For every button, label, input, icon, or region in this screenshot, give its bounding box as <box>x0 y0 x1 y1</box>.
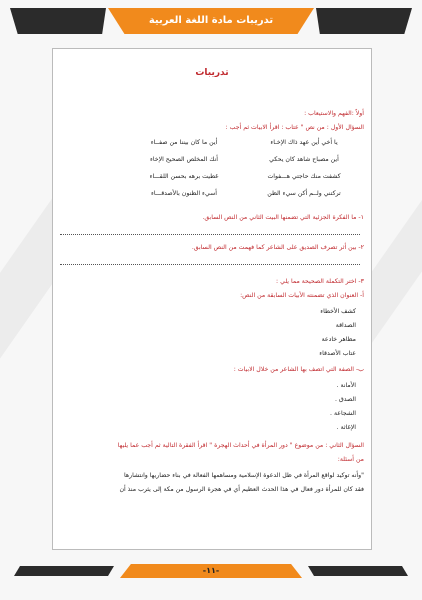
poem-verse <box>64 156 364 163</box>
option-a[interactable]: الصداقة <box>335 322 356 329</box>
page-number: -١١- <box>202 566 220 575</box>
option-b[interactable]: الإغاثة . <box>336 424 356 431</box>
header-decoration-right <box>316 8 412 34</box>
page-header <box>0 0 422 44</box>
option-a[interactable]: كشف الأخطاء <box>320 308 356 315</box>
option-b[interactable]: الصدق . <box>335 396 356 403</box>
verse-second-half: أين ما كان بيننا من صفــاء <box>150 139 218 146</box>
question-1-3-b: ب- الصفة التي اتصف بها الشاعر من خلال الابيات : <box>233 366 364 373</box>
question-1-3: ٣- اختر التكملة الصحيحة مما يلي : <box>276 278 364 285</box>
passage-line: فقد كان للمرأة دور فعال في هذا الحدث العظيم أي في هجرة الرسول من مكة إلى يثرب منذ أن <box>119 486 364 493</box>
footer-decoration-left <box>14 566 114 576</box>
option-a[interactable]: عتاب الأصدقاء <box>319 350 356 357</box>
verse-first-half: أين مصباح شاهد كان يحكي <box>269 156 339 163</box>
verse-second-half: أسيء الظنون بالأصدقـــاء <box>150 190 218 197</box>
verse-second-half: غطيت برهه بحسن اللقـــاء <box>149 173 219 180</box>
page-footer <box>0 556 422 586</box>
footer-decoration-right <box>308 566 408 576</box>
answer-line[interactable] <box>60 264 360 265</box>
question-1-intro: السؤال الأول : من نص " عتاب : اقرأ الابيات ثم أجب : <box>225 124 364 131</box>
option-b[interactable]: الشجاعة . <box>330 410 356 417</box>
question-1-1: ١- ما الفكرة الجزئية التي تضمنها البيت الثاني من النص السابق. <box>202 214 364 221</box>
poem-verse <box>64 173 364 180</box>
verse-first-half: تركتني ولــم أكن سيء الظن <box>267 190 341 197</box>
header-decoration-left <box>10 8 106 34</box>
question-1-3-a: أ- العنوان الذي تضمنته الأبيات السابقة من النص: <box>240 292 364 299</box>
poem-verse <box>64 190 364 197</box>
passage-line: "وأنه توكيد لواقع المرأة في ظل الدعوة الإسلامية ومساهمها الفعالة في بناء حضاريها وانتشارها <box>123 472 364 479</box>
question-1-2: ٢- بين أثر تصرف الصديق على الشاعر كما فهمت من النص السابق. <box>191 244 364 251</box>
verse-second-half: أنك المخلص الصحيح الإخاء <box>149 156 219 163</box>
header-title: تدريبات مادة اللغة العربية <box>148 15 274 26</box>
option-a[interactable]: مظاهر خادعة <box>321 336 356 343</box>
question-2-intro: السؤال الثاني : من موضوع " دور المرأة في أحداث الهجرة " اقرأ الفقرة التالية ثم أجب عما يليها <box>117 442 364 449</box>
verse-first-half: كشفت منك حاجتي هـــفوات <box>267 173 341 180</box>
question-2-intro-cont: من أسئلة: <box>337 456 364 463</box>
poem-verse <box>64 139 364 146</box>
section-heading: أولاً :الفهم والاستيعاب : <box>304 110 364 117</box>
answer-line[interactable] <box>60 234 360 235</box>
option-b[interactable]: الأمانة . <box>336 382 356 389</box>
document-title: تدريبات <box>195 68 229 78</box>
verse-first-half: يا أخي أين عهد ذاك الإخـاء <box>270 139 338 146</box>
